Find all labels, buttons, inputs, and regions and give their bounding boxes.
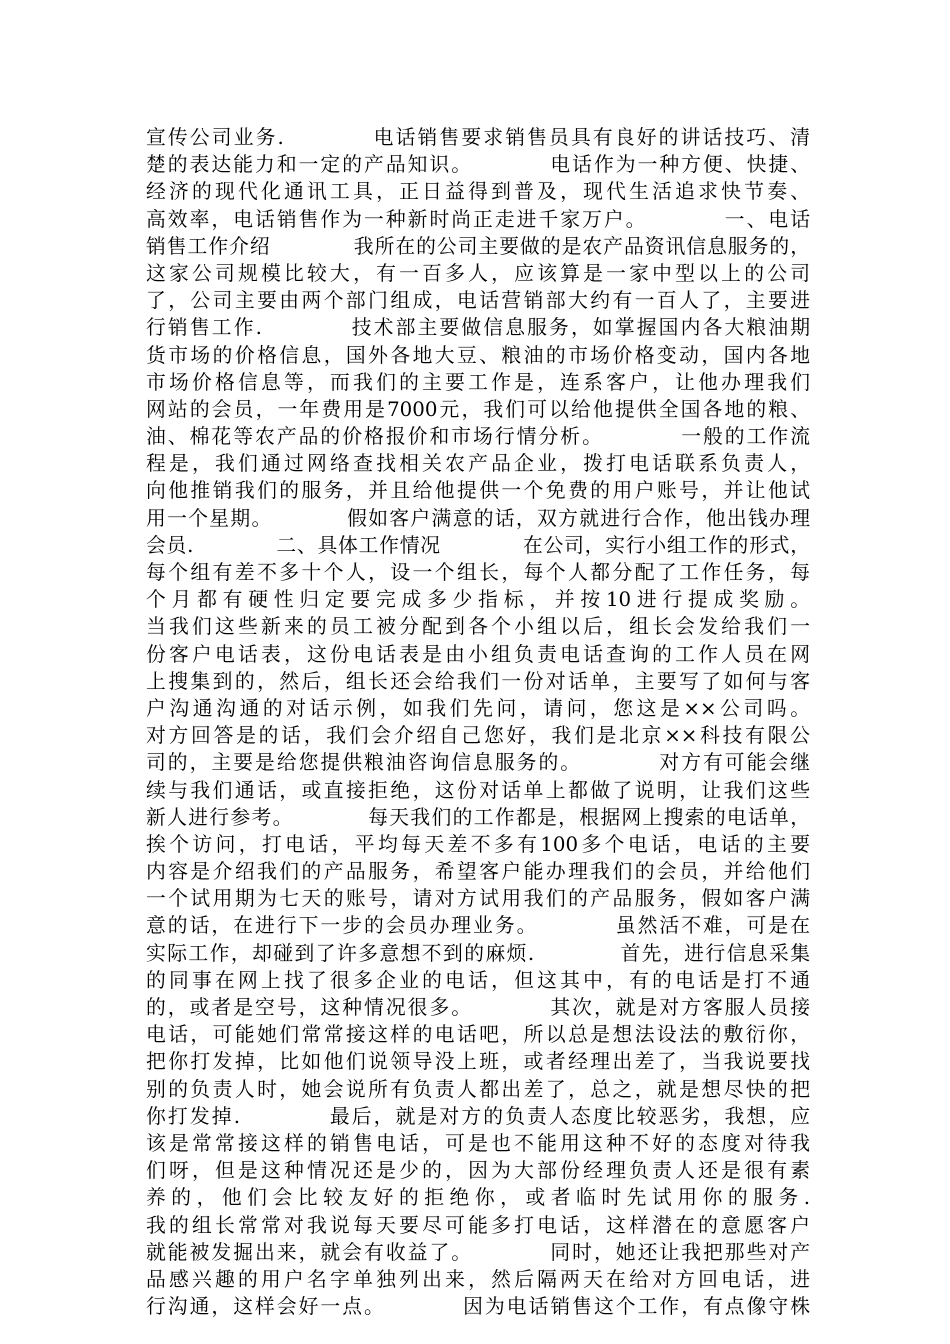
text-line: 养的，他们会比较友好的拒绝你，或者临时先试用你的服务. bbox=[146, 1186, 810, 1210]
text-line: 份客户电话表，这份电话表是由小组负责电话查询的工作人员在网 bbox=[146, 642, 810, 666]
text-line: 续与我们通话，或直接拒绝，这份对话单上都做了说明，让我们这些 bbox=[146, 778, 810, 802]
text-line: 程是，我们通过网络查找相关农产品企业，拨打电话联系负责人， bbox=[146, 452, 810, 476]
text-line: 每个组有差不多十个人，设一个组长，每个人都分配了工作任务，每 bbox=[146, 561, 810, 584]
text-line: 就能被发掘出来，就会有收益了。 同时，她还让我把那些对产 bbox=[146, 1240, 810, 1264]
text-line: 电话，可能她们常常接这样的电话吧，所以总是想法设法的敷衍你， bbox=[146, 1023, 810, 1047]
text-line: 当我们这些新来的员工被分配到各个小组以后，组长会发给我们一 bbox=[146, 615, 810, 639]
text-line: 楚的表达能力和一定的产品知识。 电话作为一种方便、快捷、 bbox=[146, 153, 810, 177]
text-line: 挨个访问，打电话，平均每天差不多有100多个电话，电话的主要 bbox=[146, 832, 810, 856]
text-line: 意的话，在进行下一步的会员办理业务。 虽然活不难，可是在 bbox=[146, 914, 810, 938]
text-line: 个月都有硬性归定要完成多少指标，并按10进行提成奖励。 bbox=[146, 588, 810, 612]
text-line: 会员. 二、具体工作情况 在公司，实行小组工作的形式， bbox=[146, 533, 810, 557]
text-line: 行销售工作. 技术部主要做信息服务，如掌握国内各大粮油期 bbox=[146, 316, 810, 340]
text-line: 把你打发掉，比如他们说领导没上班，或者经理出差了，当我说要找 bbox=[146, 1050, 810, 1074]
text-line: 户沟通沟通的对话示例，如我们先问，请问，您这是××公司吗。 bbox=[146, 696, 810, 720]
text-line: 对方回答是的话，我们会介绍自己您好，我们是北京××科技有限公 bbox=[146, 724, 810, 748]
text-line: 销售工作介绍 我所在的公司主要做的是农产品资讯信息服务的， bbox=[146, 234, 810, 258]
text-line: 油、棉花等农产品的价格报价和市场行情分析。 一般的工作流 bbox=[146, 425, 810, 449]
text-line: 向他推销我们的服务，并且给他提供一个免费的用户账号，并让他试 bbox=[146, 479, 810, 503]
text-line: 的同事在网上找了很多企业的电话，但这其中，有的电话是打不通 bbox=[146, 968, 810, 992]
text-line: 行沟通，这样会好一点。 因为电话销售这个工作，有点像守株 bbox=[146, 1295, 810, 1319]
text-line: 你打发掉. 最后，就是对方的负责人态度比较恶劣，我想，应 bbox=[146, 1104, 810, 1128]
text-line: 别的负责人时，她会说所有负责人都出差了，总之，就是想尽快的把 bbox=[146, 1077, 810, 1101]
text-line: 品感兴趣的用户名字单独列出来，然后隔两天在给对方回电话，进 bbox=[146, 1267, 810, 1291]
text-line: 宣传公司业务. 电话销售要求销售员具有良好的讲话技巧、清 bbox=[146, 126, 810, 149]
text-line: 该是常常接这样的销售电话，可是也不能用这种不好的态度对待我 bbox=[146, 1131, 810, 1155]
text-line: 网站的会员，一年费用是7000元，我们可以给他提供全国各地的粮、 bbox=[146, 397, 810, 421]
text-line: 上搜集到的，然后，组长还会给我们一份对话单，主要写了如何与客 bbox=[146, 669, 810, 693]
text-line: 货市场的价格信息，国外各地大豆、粮油的市场价格变动，国内各地 bbox=[146, 343, 810, 367]
text-line: 实际工作，却碰到了许多意想不到的麻烦. 首先，进行信息采集 bbox=[146, 941, 810, 965]
text-line: 司的，主要是给您提供粮油咨询信息服务的。 对方有可能会继 bbox=[146, 751, 810, 775]
text-line: 一个试用期为七天的账号，请对方试用我们的产品服务，假如客户满 bbox=[146, 887, 810, 911]
text-line: 高效率，电话销售作为一种新时尚正走进千家万户。 一、电话 bbox=[146, 207, 810, 231]
text-line: 们呀，但是这种情况还是少的，因为大部份经理负责人还是很有素 bbox=[146, 1159, 810, 1183]
text-line: 这家公司规模比较大，有一百多人，应该算是一家中型以上的公司 bbox=[146, 261, 810, 285]
document-body bbox=[146, 124, 810, 1320]
text-line: 经济的现代化通讯工具，正日益得到普及，现代生活追求快节奏、 bbox=[146, 180, 810, 204]
text-line: 用一个星期。 假如客户满意的话，双方就进行合作，他出钱办理 bbox=[146, 506, 810, 530]
text-line: 新人进行参考。 每天我们的工作都是，根据网上搜索的电话单， bbox=[146, 805, 810, 829]
text-line: 内容是介绍我们的产品服务，希望客户能办理我们的会员，并给他们 bbox=[146, 860, 810, 884]
text-line: 了，公司主要由两个部门组成，电话营销部大约有一百人了，主要进 bbox=[146, 289, 810, 313]
text-line: 的，或者是空号，这种情况很多。 其次，就是对方客服人员接 bbox=[146, 996, 810, 1019]
text-line: 市场价格信息等，而我们的主要工作是，连系客户，让他办理我们 bbox=[146, 370, 810, 394]
text-line: 我的组长常常对我说每天要尽可能多打电话，这样潜在的意愿客户 bbox=[146, 1213, 810, 1237]
